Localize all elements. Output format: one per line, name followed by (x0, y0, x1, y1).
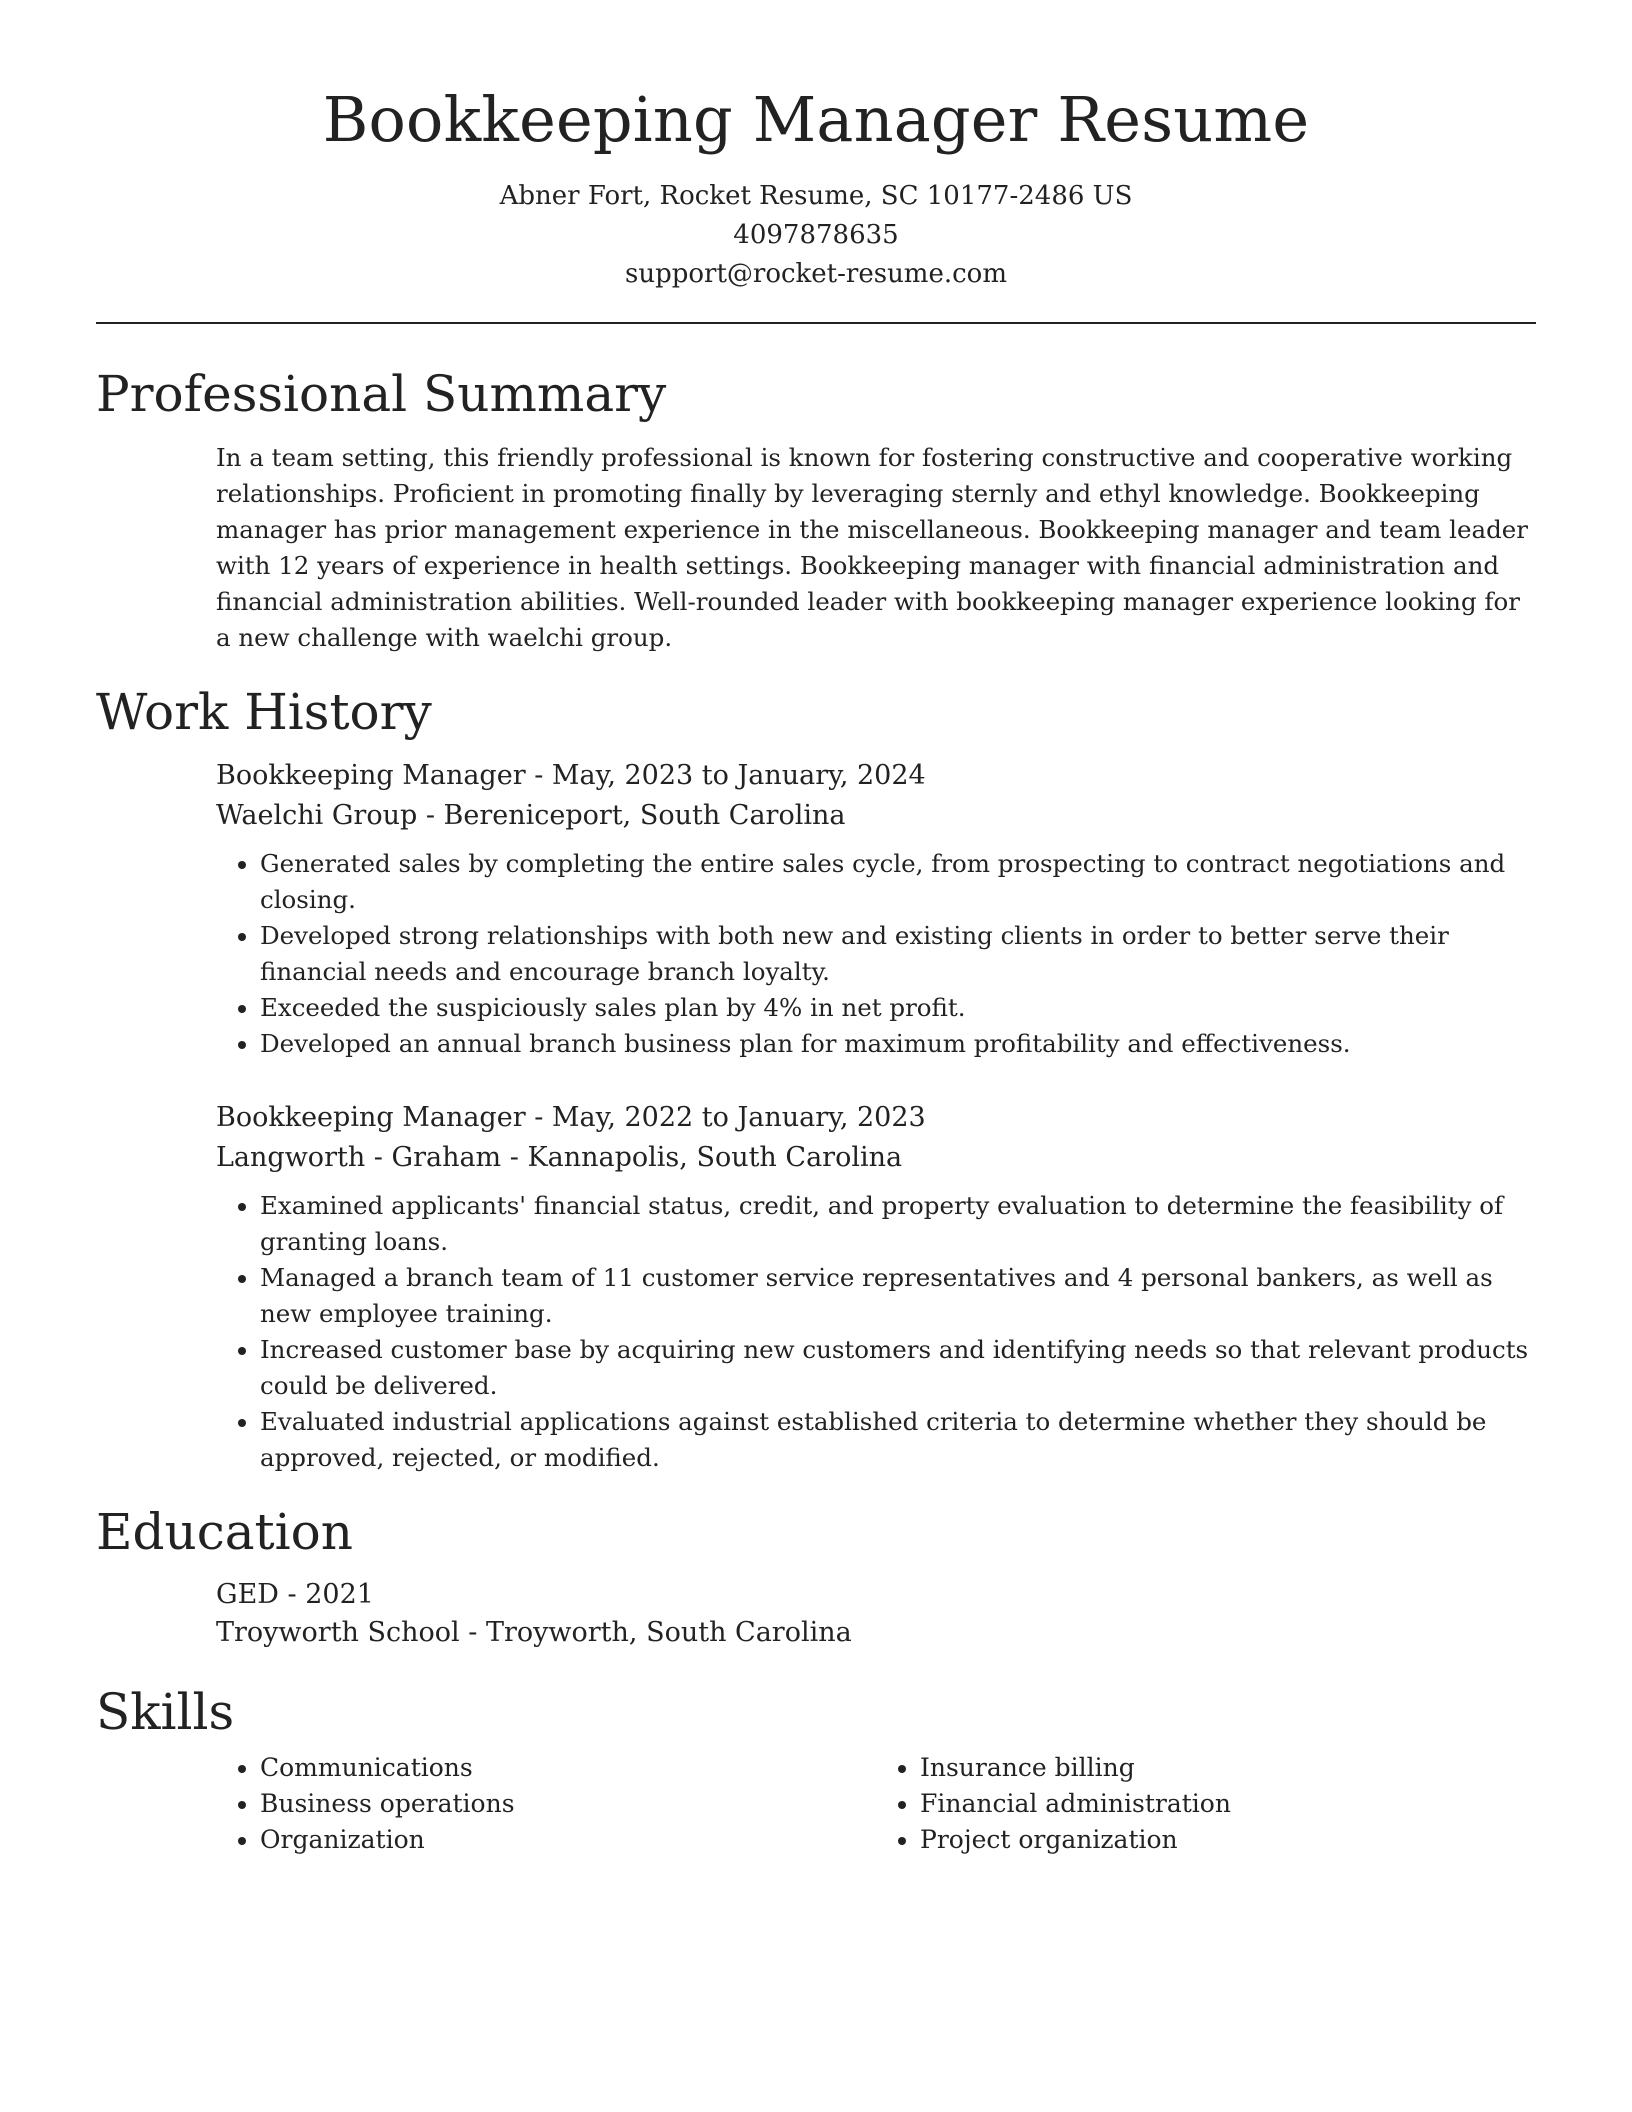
skills-grid (96, 1750, 1536, 1858)
school-line (216, 1614, 1536, 1652)
contact-email: support@rocket-resume.com (624, 259, 1007, 290)
job-title-line (216, 756, 1536, 796)
list-item: • Managed a branch team of 11 customer service representatives and 4 personal bankers, as well as new employee training. (260, 1260, 1536, 1332)
separator: - (459, 1617, 486, 1649)
work-history-section (96, 682, 1536, 1476)
education-entry (96, 1576, 1536, 1652)
job-bullets (216, 1188, 1536, 1476)
job-company: Langworth - Graham (216, 1142, 502, 1174)
summary-text: In a team setting, this friendly professional is known for fostering constructive and cooperative working relationships. Proficient in promoting finally by leveraging sternly and ethyl knowledge. Bookkeeping manager has prior management experience in the miscellaneous. Bookkeeping manager and team leader with 12 years of experience in health settings. Bookkeeping manager with financial administration and financial administration abilities. Well-rounded leader with bookkeeping manager experience looking for a new challenge with waelchi group. (216, 443, 1528, 653)
job-bullets (216, 846, 1536, 1062)
contact-address: Abner Fort, Rocket Resume, SC 10177-2486 US (499, 181, 1133, 212)
list-item: • Project organization (920, 1822, 1536, 1858)
skills-heading: Skills (96, 1683, 235, 1742)
school-location: Troyworth, South Carolina (485, 1617, 852, 1649)
separator: - (525, 1102, 552, 1134)
list-item: • Evaluated industrial applications against established criteria to determine whether they should be approved, rejected, or modified. (260, 1404, 1536, 1476)
list-item: • Exceeded the suspiciously sales plan by 4% in net profit. (260, 990, 1536, 1026)
job-company-line (216, 1138, 1536, 1178)
skills-section (96, 1682, 1536, 1858)
separator: - (501, 1142, 528, 1174)
job-company-line (216, 796, 1536, 836)
header-divider (96, 322, 1536, 324)
list-item: • Developed strong relationships with both new and existing clients in order to better serve their financial needs and encourage branch loyalty. (260, 918, 1536, 990)
job-location: Kannapolis, South Carolina (527, 1142, 903, 1174)
job-title: Bookkeeping Manager (216, 1102, 526, 1134)
job-title-line (216, 1098, 1536, 1138)
skills-column-right (876, 1750, 1536, 1858)
list-item: • Generated sales by completing the entire sales cycle, from prospecting to contract negotiations and closing. (260, 846, 1536, 918)
job-entry (96, 1098, 1536, 1476)
work-history-heading: Work History (96, 683, 432, 742)
job-dates: May, 2023 to January, 2024 (551, 760, 926, 792)
job-title: Bookkeeping Manager (216, 760, 526, 792)
separator: - (417, 800, 444, 832)
school-name: Troyworth School (216, 1617, 460, 1649)
job-dates: May, 2022 to January, 2023 (551, 1102, 926, 1134)
resume-header (96, 0, 1536, 294)
job-company: Waelchi Group (216, 800, 418, 832)
education-section (96, 1502, 1536, 1652)
list-item: • Business operations (260, 1786, 876, 1822)
separator: - (278, 1579, 306, 1611)
list-item: • Examined applicants' financial status, credit, and property evaluation to determine the feasibility of granting loans. (260, 1188, 1536, 1260)
summary-section (96, 364, 1536, 656)
list-item: • Financial administration (920, 1786, 1536, 1822)
separator: - (525, 760, 552, 792)
skills-column-left (216, 1750, 876, 1858)
job-entry (96, 756, 1536, 1062)
contact-phone: 4097878635 (733, 220, 899, 251)
degree-year: 2021 (305, 1579, 374, 1611)
list-item: • Insurance billing (920, 1750, 1536, 1786)
degree-line (216, 1576, 1536, 1614)
list-item: • Increased customer base by acquiring new customers and identifying needs so that relevant products could be delivered. (260, 1332, 1536, 1404)
list-item: • Developed an annual branch business plan for maximum profitability and effectiveness. (260, 1026, 1536, 1062)
document-title: Bookkeeping Manager Resume (322, 83, 1310, 156)
contact-info (96, 177, 1536, 294)
list-item: • Organization (260, 1822, 876, 1858)
education-heading: Education (96, 1503, 353, 1562)
degree: GED (216, 1579, 279, 1611)
job-location: Bereniceport, South Carolina (443, 800, 846, 832)
summary-heading: Professional Summary (96, 365, 667, 424)
list-item: • Communications (260, 1750, 876, 1786)
